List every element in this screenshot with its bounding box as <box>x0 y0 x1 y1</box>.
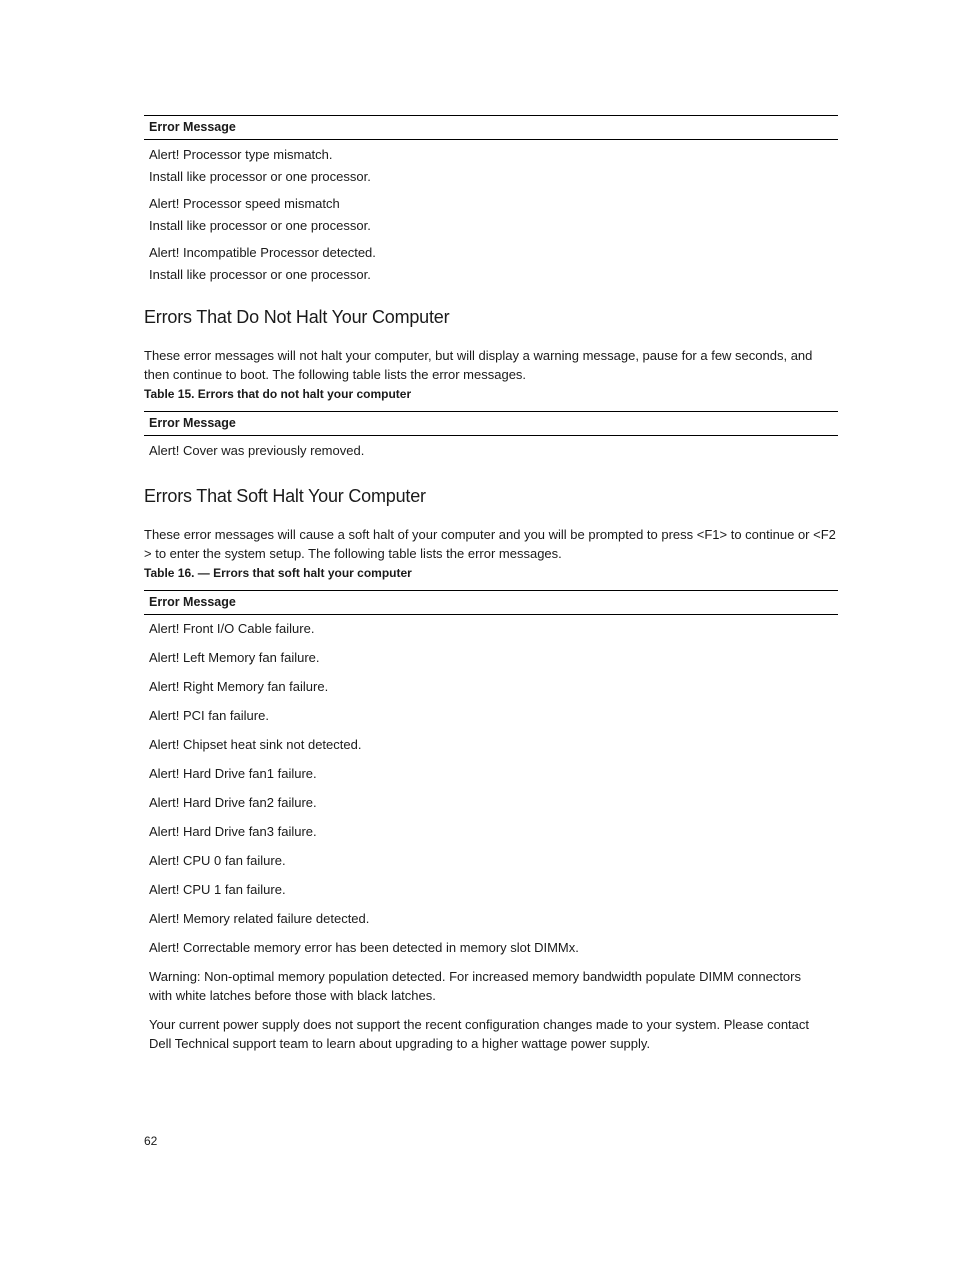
table-row <box>144 841 838 870</box>
page-number: 62 <box>144 1134 158 1148</box>
error-message: Alert! Left Memory fan failure. <box>149 650 320 665</box>
table-row <box>144 812 838 841</box>
table-row <box>144 140 838 187</box>
table-row <box>144 783 838 812</box>
table-header: Error Message <box>144 591 838 615</box>
error-resolution: Install like processor or one processor. <box>149 169 371 184</box>
table-caption: Table 16. — Errors that soft halt your computer <box>144 566 412 580</box>
table-row <box>144 870 838 899</box>
section-paragraph: These error messages will cause a soft halt of your computer and you will be prompted to press <F1> to continue or <F2 > to enter the system setup. The following table lists the error messages. <box>144 527 836 561</box>
error-message: Alert! Processor type mismatch. <box>149 147 333 162</box>
error-message: Alert! Chipset heat sink not detected. <box>149 737 362 752</box>
error-message: Alert! Hard Drive fan3 failure. <box>149 824 317 839</box>
table-row <box>144 615 838 639</box>
table-row <box>144 725 838 754</box>
table-row <box>144 186 838 235</box>
table-header: Error Message <box>144 412 838 436</box>
table-header: Error Message <box>144 116 838 140</box>
table-row <box>144 957 838 1005</box>
error-message: Alert! Right Memory fan failure. <box>149 679 329 694</box>
soft-halt-error-table <box>144 590 838 1053</box>
section-heading: Errors That Soft Halt Your Computer <box>144 486 426 506</box>
table-row <box>144 928 838 957</box>
table-row <box>144 899 838 928</box>
table-row <box>144 754 838 783</box>
error-message: Alert! Front I/O Cable failure. <box>149 621 315 636</box>
error-message: Your current power supply does not support the recent configuration changes made to your system. Please contact Dell Technical support team to learn about upgrading to a higher wattage power supply. <box>149 1017 810 1051</box>
table-row <box>144 638 838 667</box>
error-message: Alert! Processor speed mismatch <box>149 196 340 211</box>
table-row <box>144 1005 838 1053</box>
table-row <box>144 667 838 696</box>
error-message: Alert! PCI fan failure. <box>149 708 269 723</box>
section-heading: Errors That Do Not Halt Your Computer <box>144 307 450 327</box>
table-row <box>144 436 838 461</box>
table-caption: Table 15. Errors that do not halt your computer <box>144 387 412 401</box>
error-resolution: Install like processor or one processor. <box>149 218 371 233</box>
error-resolution: Install like processor or one processor. <box>149 267 371 282</box>
table-row <box>144 235 838 284</box>
error-message: Alert! CPU 1 fan failure. <box>149 882 286 897</box>
error-message: Warning: Non-optimal memory population detected. For increased memory bandwidth populate DIMM connectors with white latches before those with black latches. <box>149 969 801 1003</box>
section-paragraph: These error messages will not halt your computer, but will display a warning message, pause for a few seconds, and then continue to boot. The following table lists the error messages. <box>144 348 813 382</box>
error-message: Alert! Correctable memory error has been detected in memory slot DIMMx. <box>149 940 579 955</box>
error-message: Alert! CPU 0 fan failure. <box>149 853 286 868</box>
table-row <box>144 696 838 725</box>
no-halt-error-table <box>144 411 838 460</box>
processor-error-table <box>144 115 838 284</box>
error-message: Alert! Cover was previously removed. <box>149 443 365 458</box>
error-message: Alert! Incompatible Processor detected. <box>149 245 376 260</box>
error-message: Alert! Memory related failure detected. <box>149 911 370 926</box>
error-message: Alert! Hard Drive fan1 failure. <box>149 766 317 781</box>
error-message: Alert! Hard Drive fan2 failure. <box>149 795 317 810</box>
